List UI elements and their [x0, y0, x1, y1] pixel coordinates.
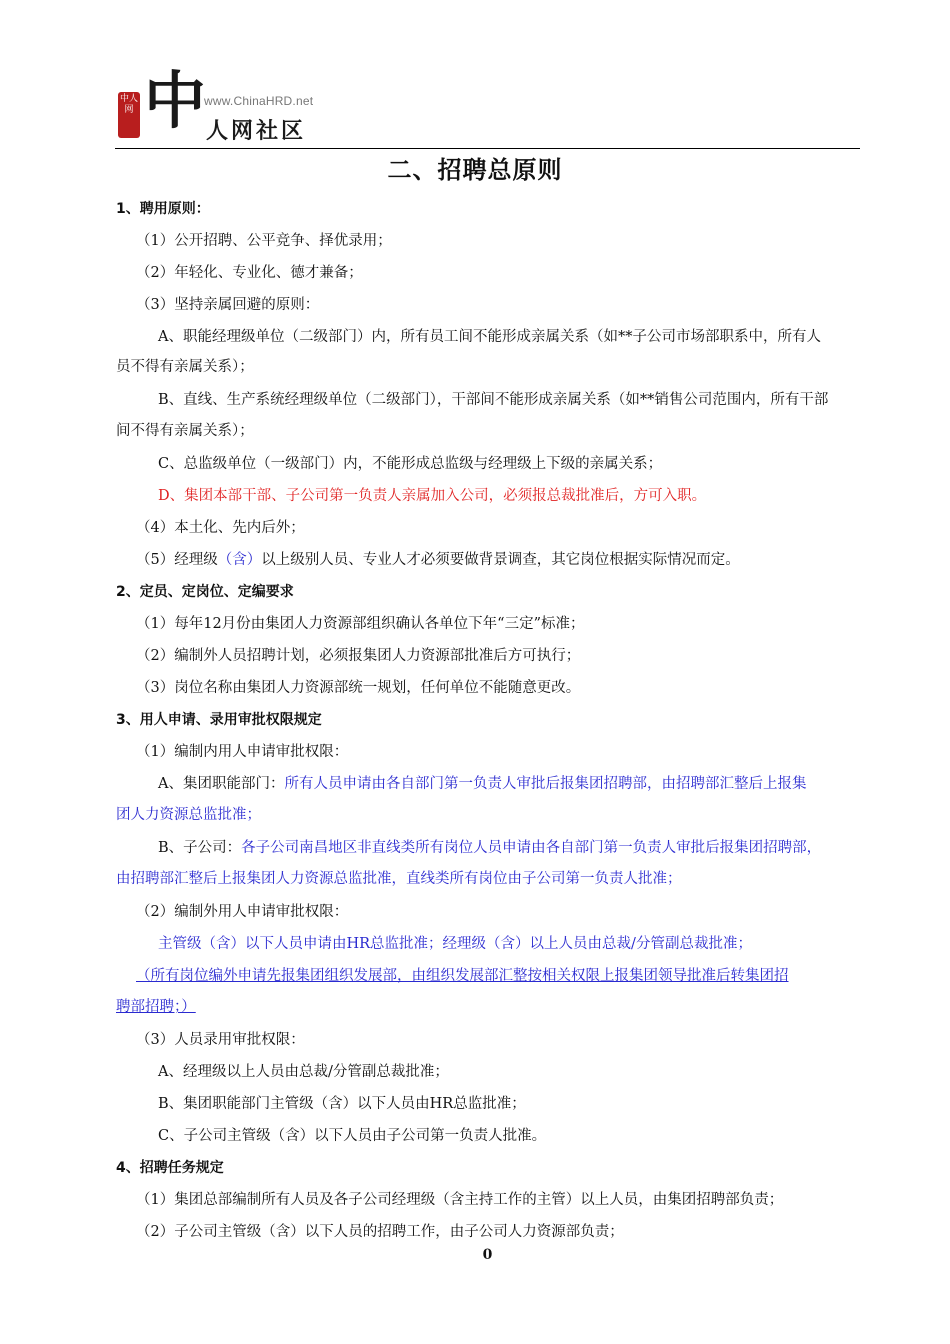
text-run: （5）经理级	[136, 552, 218, 568]
list-item: （2）编制外人员招聘计划，必须报集团人力资源部批准后方可执行；	[136, 648, 581, 664]
list-item: A、经理级以上人员由总裁/分管副总裁批准；	[158, 1064, 449, 1080]
text-run: B、子公司：	[158, 840, 242, 856]
list-item-continuation: 间不得有亲属关系）；	[116, 423, 254, 439]
highlighted-text: 所有人员申请由各自部门第一负责人审批后报集团招聘部，由招聘部汇整后上报集	[284, 776, 807, 792]
list-item-continuation: 由招聘部汇整后上报集团人力资源总监批准，直线类所有岗位由子公司第一负责人批准；	[116, 871, 682, 887]
underlined-note: 聘部招聘；）	[116, 999, 196, 1015]
logo-subtitle: 人网社区	[206, 119, 307, 144]
list-item-continuation: 团人力资源总监批准；	[116, 807, 261, 823]
section-heading: 2、定员、定岗位、定编要求	[116, 584, 294, 600]
highlighted-text: 主管级（含）以下人员申请由HR总监批准；经理级（含）以上人员由总裁/分管副总裁批准；	[158, 936, 752, 952]
page-title: 二、招聘总原则	[387, 156, 563, 184]
list-item: （4）本土化、先内后外；	[136, 520, 305, 536]
list-item: （1）集团总部编制所有人员及各子公司经理级（含主持工作的主管）以上人员，由集团招聘部负责；	[136, 1192, 784, 1208]
logo-seal: 中人网	[118, 92, 140, 138]
site-logo	[112, 66, 352, 148]
list-item: （3）岗位名称由集团人力资源部统一规划，任何单位不能随意更改。	[136, 680, 581, 696]
list-item: （2）子公司主管级（含）以下人员的招聘工作，由子公司人力资源部负责；	[136, 1224, 624, 1240]
logo-big-char: 中	[144, 64, 207, 137]
highlighted-rule: D、集团本部干部、子公司第一负责人亲属加入公司，必须报总裁批准后，方可入职。	[158, 488, 707, 504]
text-run: 以上级别人员、专业人才必须要做背景调查，其它岗位根据实际情况而定。	[261, 552, 740, 568]
list-item: A、职能经理级单位（二级部门）内，所有员工间不能形成亲属关系（如**子公司市场部职系中，所有人	[158, 329, 821, 345]
underlined-note: （所有岗位编外申请先报集团组织发展部，由组织发展部汇整按相关权限上报集团领导批准后转集团招	[136, 968, 789, 984]
list-item: （1）每年12月份由集团人力资源部组织确认各单位下年“三定”标准；	[136, 616, 585, 632]
list-item: C、总监级单位（一级部门）内，不能形成总监级与经理级上下级的亲属关系；	[158, 456, 663, 472]
list-item: （2）编制外用人申请审批权限：	[136, 904, 349, 920]
list-item: （3）坚持亲属回避的原则：	[136, 297, 320, 313]
page-number: 0	[482, 1247, 493, 1263]
highlighted-text: 各子公司南昌地区非直线类所有岗位人员申请由各自部门第一负责人审批后报集团招聘部，	[241, 840, 822, 856]
section-heading: 4、招聘任务规定	[116, 1160, 224, 1176]
list-item: （1）编制内用人申请审批权限：	[136, 744, 349, 760]
list-item: （1）公开招聘、公平竞争、择优录用；	[136, 233, 392, 249]
list-item	[136, 550, 740, 570]
list-item: C、子公司主管级（含）以下人员由子公司第一负责人批准。	[158, 1128, 547, 1144]
list-item-continuation: 员不得有亲属关系）；	[116, 359, 254, 375]
list-item: B、直线、生产系统经理级单位（二级部门），干部间不能形成亲属关系（如**销售公司范围内，所有干部	[158, 392, 829, 408]
section-heading: 1、聘用原则：	[116, 201, 210, 217]
list-item: （2）年轻化、专业化、德才兼备；	[136, 265, 363, 281]
list-item	[158, 774, 806, 794]
header-rule	[115, 148, 860, 149]
section-heading: 3、用人申请、录用审批权限规定	[116, 712, 322, 728]
list-item	[158, 838, 821, 858]
logo-url: www.ChinaHRD.net	[204, 94, 314, 108]
list-item: （3）人员录用审批权限：	[136, 1032, 305, 1048]
list-item: B、集团职能部门主管级（含）以下人员由HR总监批准；	[158, 1096, 526, 1112]
text-run: A、集团职能部门：	[158, 776, 285, 792]
highlighted-text: （含）	[217, 552, 262, 568]
